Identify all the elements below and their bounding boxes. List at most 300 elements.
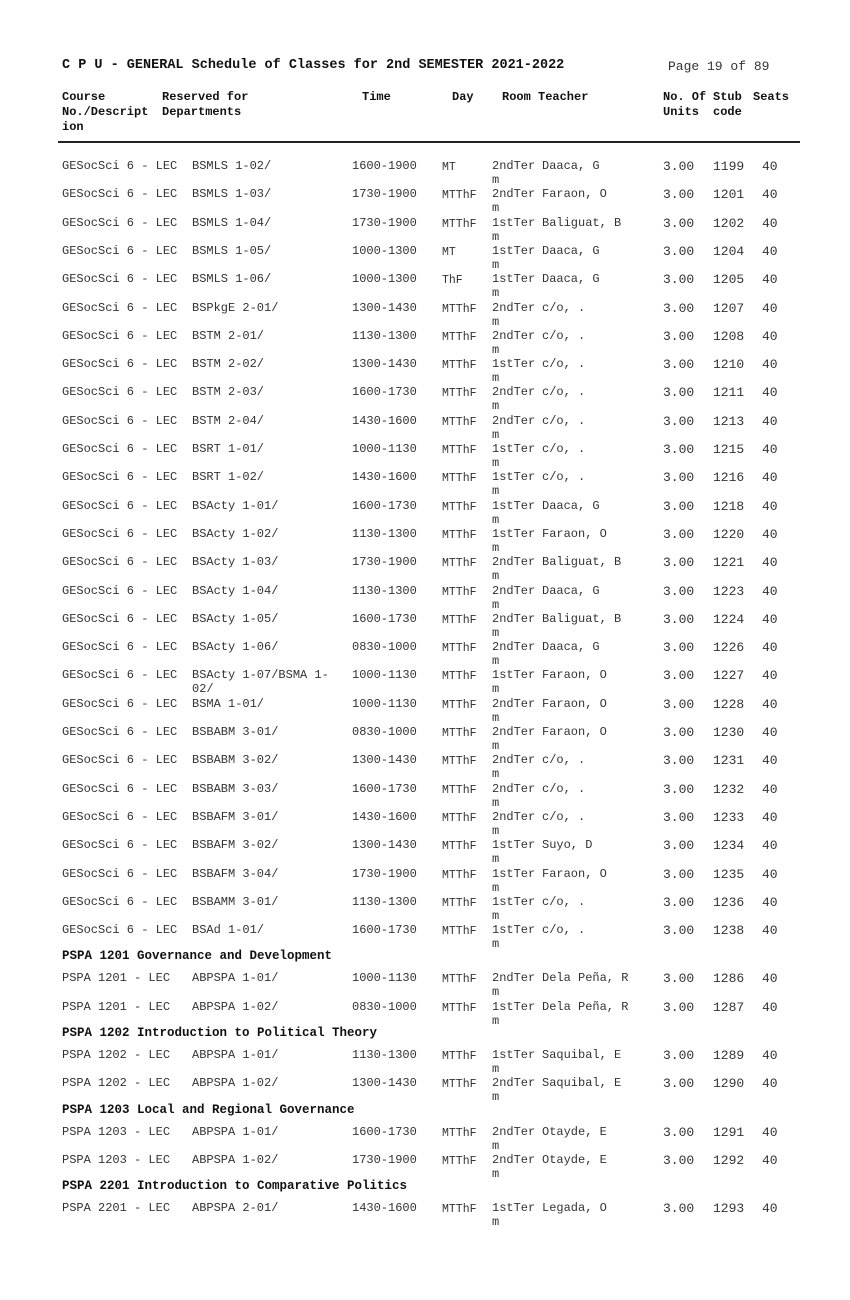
course-cell: GESocSci 6 - LEC	[62, 328, 178, 343]
stub-cell: 1215	[713, 442, 745, 457]
stub-cell: 1292	[713, 1152, 745, 1168]
teacher-cell: Daaca, G	[542, 583, 600, 598]
time-cell: 1600-1730	[352, 498, 417, 513]
seats-cell: 40	[762, 413, 778, 429]
teacher-cell: c/o, .	[542, 809, 586, 824]
room-cell: 1stTer m	[492, 866, 536, 895]
reserved-cell: BSRT 1-01/	[192, 442, 265, 456]
course-cell: GESocSci 6 - LEC	[62, 640, 178, 655]
day-cell: MTThF	[442, 973, 477, 987]
room-cell: 1stTer m	[492, 1048, 536, 1076]
room-cell: 1stTer m	[492, 442, 536, 470]
table-row	[0, 1153, 850, 1181]
seats-cell: 40	[762, 1076, 778, 1092]
reserved-cell: BSAd 1-01/	[192, 923, 265, 938]
teacher-cell: Daaca, G	[542, 272, 600, 287]
stub-cell: 1234	[713, 838, 745, 854]
day-cell: MTThF	[442, 330, 477, 344]
units-cell: 3.00	[663, 999, 695, 1015]
teacher-cell: Faraon, O	[542, 526, 607, 541]
table-row	[0, 640, 850, 668]
course-cell: GESocSci 6 - LEC	[62, 923, 178, 938]
time-cell: 1300-1430	[352, 300, 417, 315]
course-cell: GESocSci 6 - LEC	[62, 809, 178, 824]
day-cell: ThF	[442, 274, 463, 288]
day-cell: MTThF	[442, 387, 477, 401]
table-row	[0, 244, 850, 272]
time-cell: 0830-1000	[352, 640, 417, 655]
table-row	[0, 612, 850, 640]
time-cell: 1730-1900	[352, 555, 417, 570]
room-cell: 1stTer m	[492, 1201, 536, 1230]
time-cell: 1130-1300	[352, 894, 417, 909]
reserved-cell: ABPSPA 1-01/	[192, 1048, 279, 1062]
course-cell: PSPA 2201 - LEC	[62, 1201, 171, 1216]
reserved-cell: ABPSPA 2-01/	[192, 1201, 279, 1216]
stub-cell: 1228	[713, 696, 745, 712]
day-cell: MTThF	[442, 217, 477, 231]
course-cell: GESocSci 6 - LEC	[62, 272, 178, 287]
course-cell: GESocSci 6 - LEC	[62, 187, 178, 202]
table-row	[0, 668, 850, 696]
stub-cell: 1293	[713, 1201, 745, 1217]
reserved-cell: ABPSPA 1-02/	[192, 999, 279, 1014]
time-cell: 1000-1130	[352, 668, 417, 683]
day-cell: MTThF	[442, 1154, 477, 1168]
time-cell: 1300-1430	[352, 753, 417, 768]
course-cell: GESocSci 6 - LEC	[62, 300, 178, 315]
time-cell: 1130-1300	[352, 583, 417, 598]
day-cell: MTThF	[442, 840, 477, 854]
units-cell: 3.00	[663, 470, 695, 486]
table-row	[0, 527, 850, 555]
seats-cell: 40	[762, 999, 778, 1015]
reserved-cell: BSTM 2-02/	[192, 357, 265, 372]
table-row	[0, 442, 850, 470]
teacher-cell: Baliguat, B	[542, 215, 622, 230]
stub-cell: 1202	[713, 215, 745, 231]
units-cell: 3.00	[663, 781, 695, 797]
reserved-cell: ABPSPA 1-02/	[192, 1152, 279, 1167]
teacher-cell: Daaca, G	[542, 498, 600, 513]
units-cell: 3.00	[663, 753, 695, 769]
seats-cell: 40	[762, 1201, 778, 1217]
teacher-cell: Otayde, E	[542, 1124, 607, 1139]
day-cell: MTThF	[442, 755, 477, 769]
stub-cell: 1231	[713, 753, 745, 769]
day-cell: MTThF	[442, 783, 477, 797]
teacher-cell: Legada, O	[542, 1201, 607, 1216]
day-cell: MTThF	[442, 472, 477, 486]
room-cell: 1stTer m	[492, 215, 536, 244]
teacher-cell: c/o, .	[542, 357, 586, 372]
stub-cell: 1220	[713, 526, 745, 542]
stub-cell: 1233	[713, 809, 745, 825]
room-cell: 1stTer m	[492, 999, 536, 1028]
reserved-cell: BSTM 2-04/	[192, 413, 265, 428]
seats-cell: 40	[762, 894, 778, 910]
course-section-title: PSPA 2201 Introduction to Comparative Politics	[62, 1179, 408, 1194]
reserved-cell: ABPSPA 1-01/	[192, 971, 279, 986]
room-cell: 2ndTer m	[492, 640, 536, 669]
room-cell: 1stTer m	[492, 357, 536, 386]
table-row	[0, 159, 850, 187]
teacher-cell: Baliguat, B	[542, 555, 622, 570]
table-row	[0, 923, 850, 951]
reserved-cell: BSMLS 1-03/	[192, 187, 272, 202]
room-cell: 2ndTer m	[492, 1152, 536, 1181]
units-cell: 3.00	[663, 187, 695, 203]
reserved-cell: BSMA 1-01/	[192, 696, 265, 711]
seats-cell: 40	[762, 866, 778, 882]
units-cell: 3.00	[663, 1048, 695, 1063]
day-cell: MTThF	[442, 1001, 477, 1015]
reserved-cell: BSTM 2-03/	[192, 385, 265, 400]
seats-cell: 40	[762, 1152, 778, 1168]
units-cell: 3.00	[663, 442, 695, 457]
room-cell: 2ndTer m	[492, 328, 536, 357]
reserved-cell: BSPkgE 2-01/	[192, 300, 279, 315]
table-row	[0, 414, 850, 442]
room-cell: 1stTer m	[492, 838, 536, 867]
course-cell: GESocSci 6 - LEC	[62, 413, 178, 428]
reserved-cell: BSBAFM 3-02/	[192, 838, 279, 853]
course-cell: GESocSci 6 - LEC	[62, 215, 178, 230]
teacher-cell: Faraon, O	[542, 725, 607, 739]
time-cell: 1300-1430	[352, 838, 417, 853]
table-row	[0, 584, 850, 612]
teacher-cell: c/o, .	[542, 470, 586, 485]
course-cell: GESocSci 6 - LEC	[62, 668, 178, 683]
course-cell: GESocSci 6 - LEC	[62, 866, 178, 881]
units-cell: 3.00	[663, 923, 695, 939]
course-cell: PSPA 1202 - LEC	[62, 1076, 171, 1091]
reserved-cell: BSActy 1-06/	[192, 640, 279, 655]
teacher-cell: Baliguat, B	[542, 611, 622, 626]
time-cell: 1600-1730	[352, 385, 417, 400]
course-cell: GESocSci 6 - LEC	[62, 838, 178, 853]
course-cell: GESocSci 6 - LEC	[62, 696, 178, 711]
table-row	[0, 753, 850, 781]
seats-cell: 40	[762, 470, 778, 486]
col-header-time: Time	[362, 90, 391, 104]
stub-cell: 1290	[713, 1076, 745, 1092]
units-cell: 3.00	[663, 725, 695, 740]
seats-cell: 40	[762, 385, 778, 401]
time-cell: 1430-1600	[352, 413, 417, 428]
teacher-cell: c/o, .	[542, 923, 586, 938]
table-row	[0, 301, 850, 329]
teacher-cell: Daaca, G	[542, 159, 600, 173]
course-cell: PSPA 1203 - LEC	[62, 1152, 171, 1167]
units-cell: 3.00	[663, 413, 695, 429]
stub-cell: 1207	[713, 300, 745, 316]
stub-cell: 1205	[713, 272, 745, 288]
stub-cell: 1230	[713, 725, 745, 740]
col-header-stub: Stub code	[713, 90, 742, 119]
teacher-cell: c/o, .	[542, 753, 586, 768]
day-cell: MTThF	[442, 868, 477, 882]
day-cell: MTThF	[442, 896, 477, 910]
course-cell: GESocSci 6 - LEC	[62, 470, 178, 485]
room-cell: 2ndTer m	[492, 1124, 536, 1153]
col-header-seats: Seats	[753, 90, 790, 104]
table-row	[0, 1076, 850, 1104]
teacher-cell: Faraon, O	[542, 668, 607, 683]
seats-cell: 40	[762, 923, 778, 939]
time-cell: 1600-1730	[352, 611, 417, 626]
day-cell: MTThF	[442, 444, 477, 457]
seats-cell: 40	[762, 187, 778, 203]
course-cell: GESocSci 6 - LEC	[62, 894, 178, 909]
table-row	[0, 1201, 850, 1229]
time-cell: 1000-1130	[352, 971, 417, 986]
course-cell: PSPA 1203 - LEC	[62, 1124, 171, 1139]
units-cell: 3.00	[663, 272, 695, 288]
units-cell: 3.00	[663, 328, 695, 344]
time-cell: 1300-1430	[352, 1076, 417, 1091]
teacher-cell: Otayde, E	[542, 1152, 607, 1167]
reserved-cell: BSActy 1-05/	[192, 611, 279, 626]
seats-cell: 40	[762, 583, 778, 599]
stub-cell: 1204	[713, 243, 745, 259]
stub-cell: 1227	[713, 668, 745, 684]
teacher-cell: Dela Peña, R	[542, 971, 629, 986]
course-cell: GESocSci 6 - LEC	[62, 781, 178, 796]
units-cell: 3.00	[663, 526, 695, 542]
course-cell: GESocSci 6 - LEC	[62, 725, 178, 739]
time-cell: 1000-1130	[352, 696, 417, 711]
room-cell: 1stTer m	[492, 498, 536, 527]
course-cell: GESocSci 6 - LEC	[62, 385, 178, 400]
reserved-cell: BSActy 1-03/	[192, 555, 279, 570]
room-cell: 2ndTer m	[492, 611, 536, 640]
reserved-cell: BSBABM 3-02/	[192, 753, 279, 768]
room-cell: 1stTer m	[492, 470, 536, 499]
units-cell: 3.00	[663, 215, 695, 231]
room-cell: 2ndTer m	[492, 413, 536, 442]
table-row	[0, 499, 850, 527]
teacher-cell: Faraon, O	[542, 696, 607, 711]
course-cell: GESocSci 6 - LEC	[62, 159, 178, 173]
reserved-cell: BSActy 1-04/	[192, 583, 279, 598]
course-section-title: PSPA 1201 Governance and Development	[62, 949, 333, 964]
units-cell: 3.00	[663, 971, 695, 987]
course-cell: GESocSci 6 - LEC	[62, 357, 178, 372]
day-cell: MTThF	[442, 727, 477, 740]
course-cell: GESocSci 6 - LEC	[62, 526, 178, 541]
table-row	[0, 867, 850, 895]
course-cell: GESocSci 6 - LEC	[62, 442, 178, 456]
reserved-cell: BSMLS 1-06/	[192, 272, 272, 287]
course-cell: GESocSci 6 - LEC	[62, 583, 178, 598]
reserved-cell: BSBABM 3-03/	[192, 781, 279, 796]
teacher-cell: c/o, .	[542, 413, 586, 428]
seats-cell: 40	[762, 1048, 778, 1063]
col-header-units: No. Of Units	[663, 90, 707, 119]
time-cell: 1000-1130	[352, 442, 417, 456]
table-row	[0, 1125, 850, 1153]
reserved-cell: BSActy 1-02/	[192, 526, 279, 541]
day-cell: MTThF	[442, 557, 477, 571]
day-cell: MTThF	[442, 925, 477, 939]
stub-cell: 1199	[713, 159, 745, 174]
room-cell: 2ndTer m	[492, 753, 536, 782]
day-cell: MTThF	[442, 500, 477, 514]
reserved-cell: BSTM 2-01/	[192, 328, 265, 343]
day-cell: MTThF	[442, 415, 477, 429]
time-cell: 1600-1730	[352, 923, 417, 938]
teacher-cell: Suyo, D	[542, 838, 593, 853]
page-number: Page 19 of 89	[668, 59, 770, 74]
reserved-cell: ABPSPA 1-02/	[192, 1076, 279, 1091]
time-cell: 1000-1300	[352, 243, 417, 258]
table-row	[0, 385, 850, 413]
teacher-cell: Faraon, O	[542, 187, 607, 202]
room-cell: 2ndTer m	[492, 1076, 536, 1105]
reserved-cell: BSActy 1-01/	[192, 498, 279, 513]
seats-cell: 40	[762, 696, 778, 712]
day-cell: MTThF	[442, 670, 477, 684]
teacher-cell: c/o, .	[542, 300, 586, 315]
units-cell: 3.00	[663, 385, 695, 401]
stub-cell: 1289	[713, 1048, 745, 1063]
stub-cell: 1223	[713, 583, 745, 599]
table-row	[0, 838, 850, 866]
units-cell: 3.00	[663, 555, 695, 571]
room-cell: 2ndTer m	[492, 555, 536, 584]
room-cell: 1stTer m	[492, 272, 536, 301]
col-header-day: Day	[452, 90, 474, 104]
table-row	[0, 810, 850, 838]
room-cell: 2ndTer m	[492, 971, 536, 1000]
units-cell: 3.00	[663, 809, 695, 825]
stub-cell: 1232	[713, 781, 745, 797]
stub-cell: 1218	[713, 498, 745, 514]
col-header-reserved: Reserved for Departments	[162, 90, 249, 119]
day-cell: MTThF	[442, 1203, 477, 1217]
room-cell: 2ndTer m	[492, 696, 536, 725]
stub-cell: 1221	[713, 555, 745, 571]
seats-cell: 40	[762, 357, 778, 373]
time-cell: 1300-1430	[352, 357, 417, 372]
seats-cell: 40	[762, 272, 778, 288]
room-cell: 2ndTer m	[492, 159, 536, 187]
room-cell: 1stTer m	[492, 894, 536, 923]
stub-cell: 1287	[713, 999, 745, 1015]
seats-cell: 40	[762, 328, 778, 344]
day-cell: MT	[442, 245, 456, 259]
day-cell: MTThF	[442, 189, 477, 203]
seats-cell: 40	[762, 1124, 778, 1140]
course-cell: GESocSci 6 - LEC	[62, 611, 178, 626]
reserved-cell: BSBABM 3-01/	[192, 725, 279, 739]
seats-cell: 40	[762, 809, 778, 825]
course-section-title: PSPA 1203 Local and Regional Governance	[62, 1102, 355, 1117]
units-cell: 3.00	[663, 498, 695, 514]
seats-cell: 40	[762, 611, 778, 627]
day-cell: MTThF	[442, 811, 477, 825]
time-cell: 0830-1000	[352, 725, 417, 739]
course-cell: PSPA 1202 - LEC	[62, 1048, 171, 1062]
day-cell: MTThF	[442, 1050, 477, 1063]
time-cell: 1430-1600	[352, 1201, 417, 1216]
stub-cell: 1213	[713, 413, 745, 429]
course-cell: GESocSci 6 - LEC	[62, 498, 178, 513]
teacher-cell: c/o, .	[542, 781, 586, 796]
reserved-cell: BSActy 1-07/BSMA 1- 02/	[192, 668, 329, 697]
time-cell: 1130-1300	[352, 1048, 417, 1062]
seats-cell: 40	[762, 300, 778, 316]
units-cell: 3.00	[663, 866, 695, 882]
day-cell: MTThF	[442, 642, 477, 656]
room-cell: 1stTer m	[492, 923, 536, 952]
table-row	[0, 272, 850, 300]
time-cell: 1730-1900	[352, 215, 417, 230]
time-cell: 1730-1900	[352, 187, 417, 202]
course-cell: PSPA 1201 - LEC	[62, 999, 171, 1014]
course-cell: GESocSci 6 - LEC	[62, 753, 178, 768]
teacher-cell: Daaca, G	[542, 243, 600, 258]
seats-cell: 40	[762, 442, 778, 457]
table-row	[0, 1000, 850, 1028]
reserved-cell: BSBAFM 3-01/	[192, 809, 279, 824]
room-cell: 2ndTer m	[492, 300, 536, 329]
table-row	[0, 470, 850, 498]
units-cell: 3.00	[663, 894, 695, 910]
room-cell: 1stTer m	[492, 526, 536, 555]
units-cell: 3.00	[663, 243, 695, 259]
time-cell: 1130-1300	[352, 526, 417, 541]
header-divider	[58, 141, 800, 143]
room-cell: 2ndTer m	[492, 809, 536, 838]
day-cell: MTThF	[442, 359, 477, 373]
course-cell: PSPA 1201 - LEC	[62, 971, 171, 986]
stub-cell: 1236	[713, 894, 745, 910]
units-cell: 3.00	[663, 583, 695, 599]
seats-cell: 40	[762, 725, 778, 740]
reserved-cell: BSMLS 1-02/	[192, 159, 272, 173]
teacher-cell: Faraon, O	[542, 866, 607, 881]
seats-cell: 40	[762, 159, 778, 174]
day-cell: MTThF	[442, 302, 477, 316]
units-cell: 3.00	[663, 696, 695, 712]
seats-cell: 40	[762, 498, 778, 514]
units-cell: 3.00	[663, 300, 695, 316]
day-cell: MTThF	[442, 1078, 477, 1092]
room-cell: 2ndTer m	[492, 187, 536, 216]
units-cell: 3.00	[663, 640, 695, 656]
seats-cell: 40	[762, 781, 778, 797]
stub-cell: 1238	[713, 923, 745, 939]
room-cell: 2ndTer m	[492, 385, 536, 414]
units-cell: 3.00	[663, 611, 695, 627]
units-cell: 3.00	[663, 1076, 695, 1092]
reserved-cell: BSMLS 1-05/	[192, 243, 272, 258]
day-cell: MTThF	[442, 528, 477, 542]
time-cell: 1600-1900	[352, 159, 417, 173]
day-cell: MTThF	[442, 698, 477, 712]
stub-cell: 1208	[713, 328, 745, 344]
time-cell: 1730-1900	[352, 1152, 417, 1167]
course-cell: GESocSci 6 - LEC	[62, 555, 178, 570]
seats-cell: 40	[762, 668, 778, 684]
units-cell: 3.00	[663, 357, 695, 373]
teacher-cell: c/o, .	[542, 894, 586, 909]
day-cell: MT	[442, 161, 456, 174]
table-row	[0, 895, 850, 923]
day-cell: MTThF	[442, 1126, 477, 1140]
